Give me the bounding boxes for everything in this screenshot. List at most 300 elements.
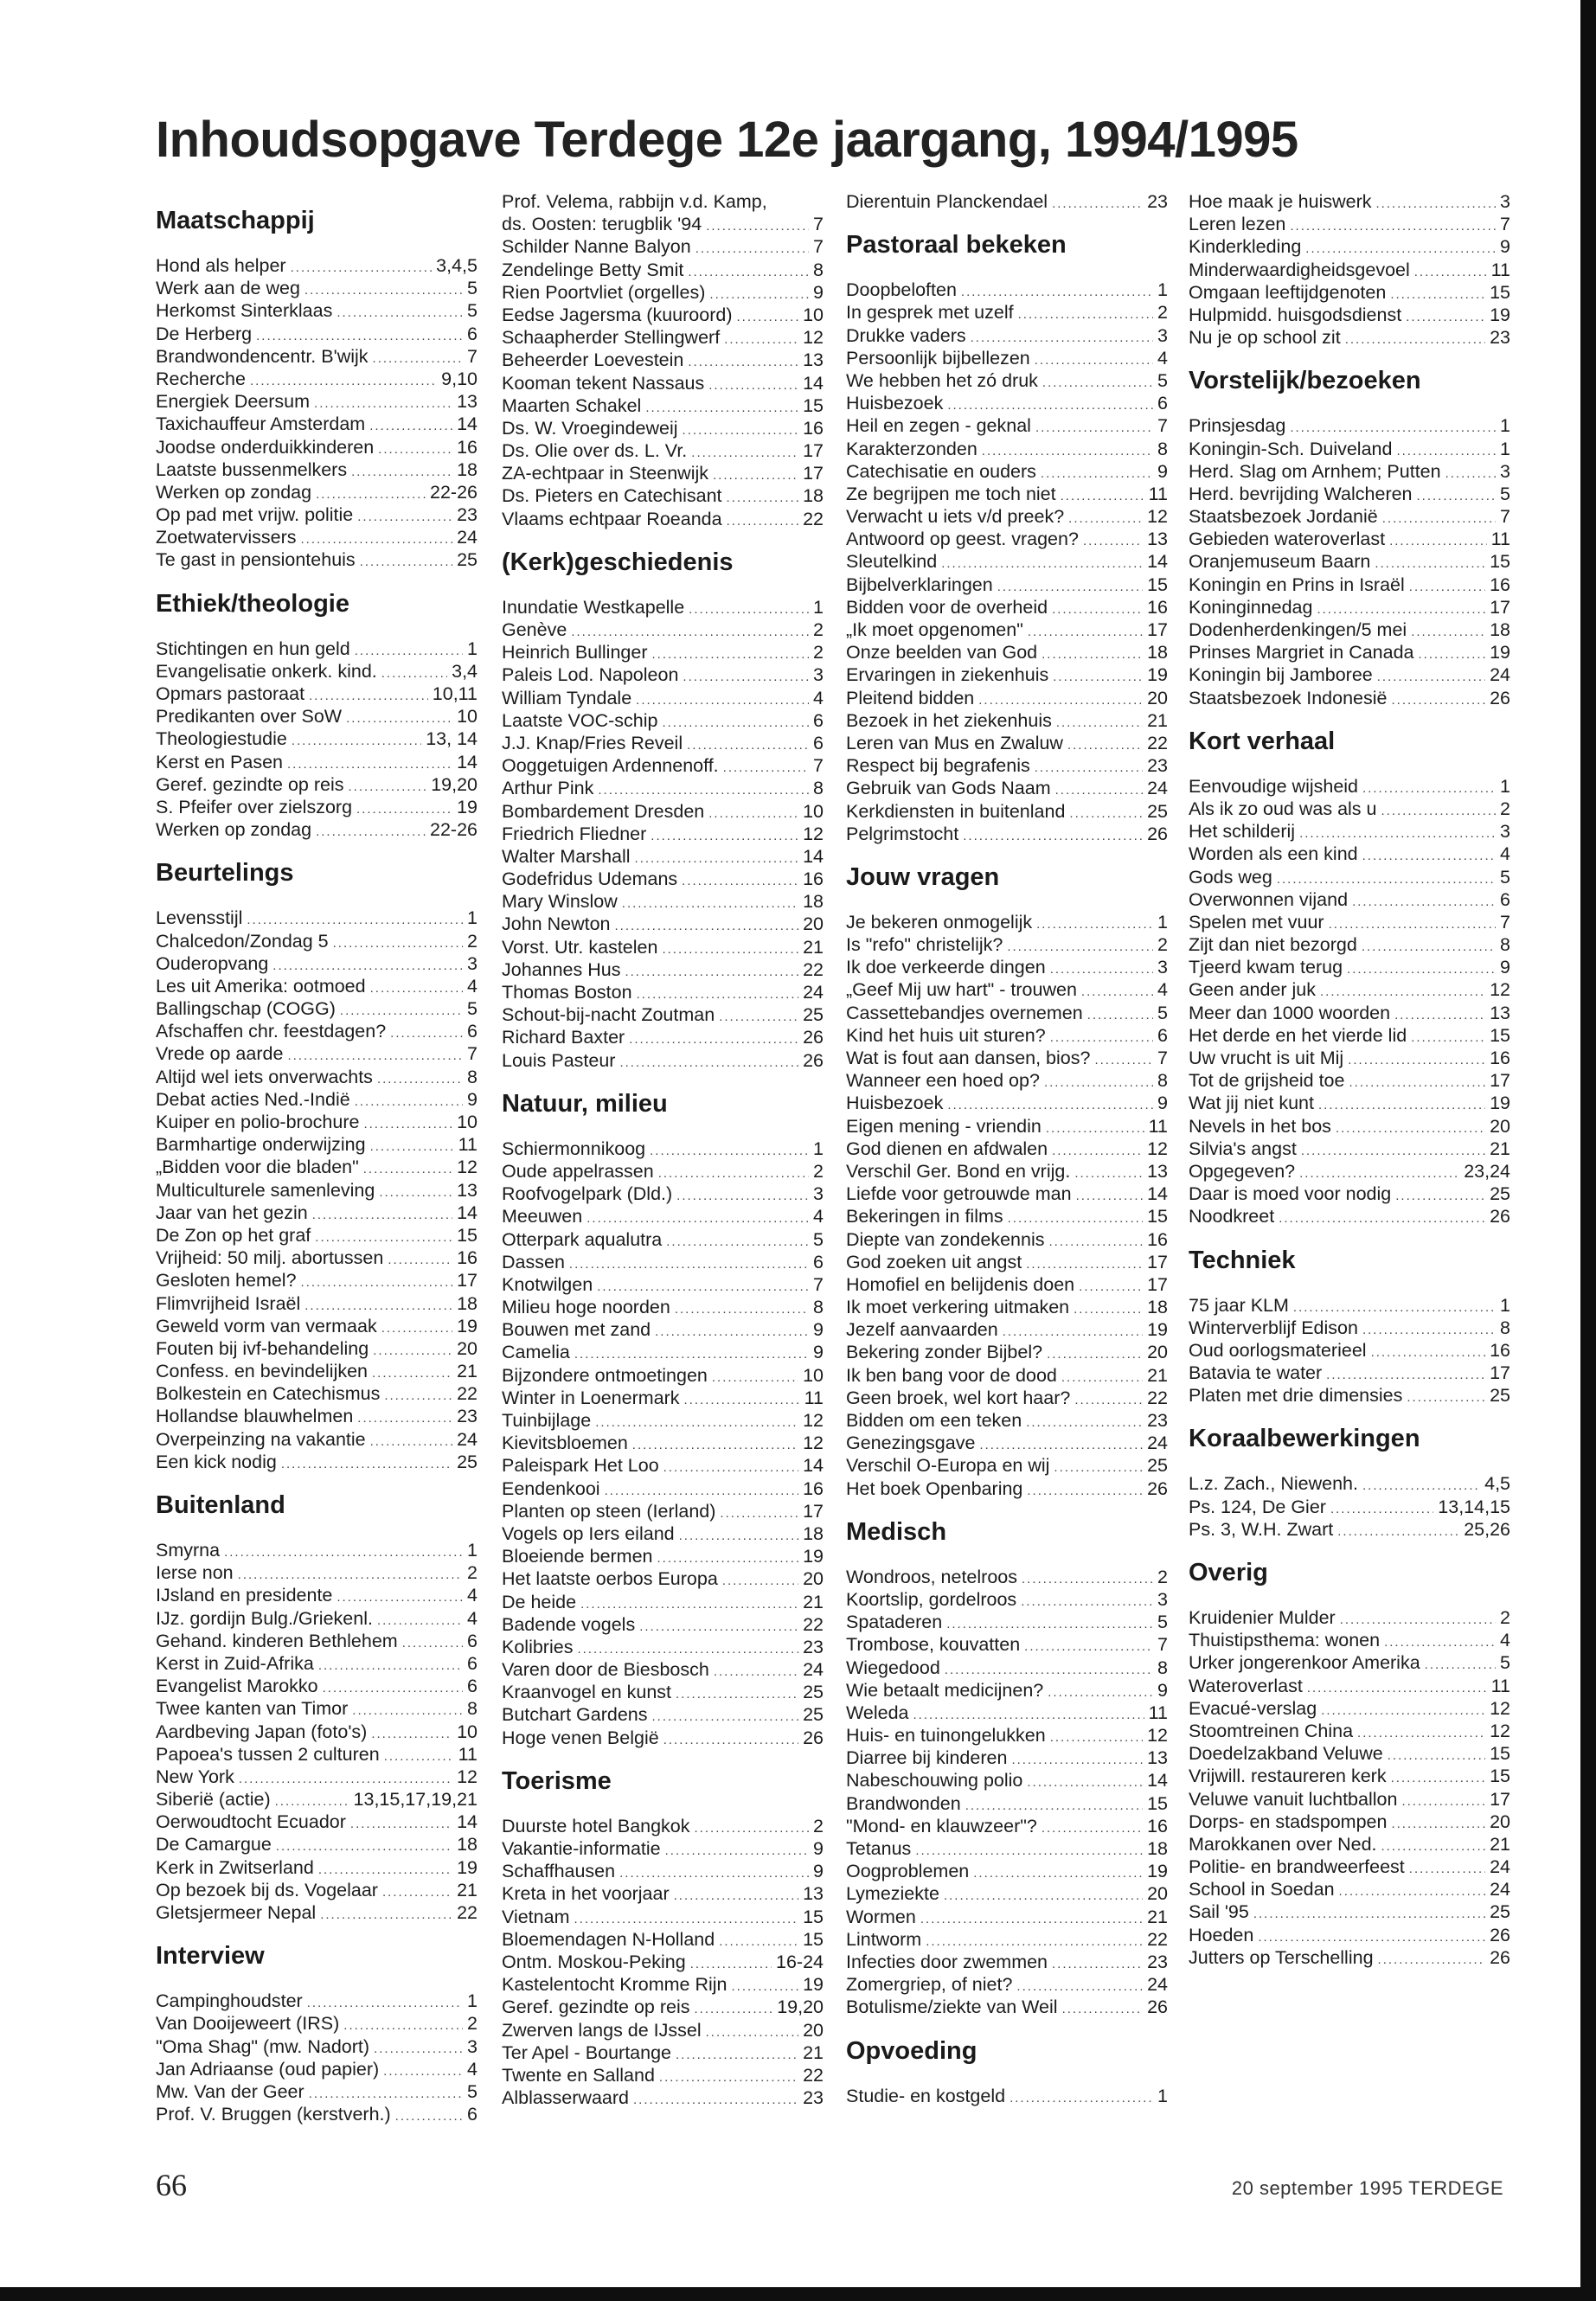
- dot-leader: [574, 1908, 798, 1928]
- toc-entry: [846, 1588, 1168, 1611]
- toc-entry: [502, 326, 824, 349]
- entry-page-number: 14: [803, 1455, 824, 1477]
- toc-entry: [156, 1202, 478, 1224]
- dot-leader: [1411, 1027, 1485, 1047]
- dot-leader: [997, 576, 1143, 596]
- toc-entry: [1189, 1856, 1510, 1878]
- toc-entry: [502, 1906, 824, 1928]
- toc-entry: [502, 1636, 824, 1658]
- entry-title: Twee kanten van Timor: [156, 1698, 349, 1720]
- toc-entry: [846, 414, 1168, 437]
- toc-entry: [502, 1522, 824, 1545]
- dot-leader: [1347, 958, 1496, 978]
- toc-entry: [846, 1115, 1168, 1138]
- toc-entry: [846, 550, 1168, 573]
- toc-entry: [846, 483, 1168, 505]
- entry-title: Oude appelrassen: [502, 1160, 654, 1182]
- dot-leader: [1026, 1412, 1143, 1432]
- entry-title: Leren lezen: [1189, 214, 1286, 235]
- entry-page-number: 5: [1157, 1002, 1168, 1023]
- toc-section: [1189, 1424, 1510, 1541]
- entry-title: Bloeiende bermen: [502, 1546, 653, 1567]
- entry-page-number: 9: [1500, 236, 1510, 258]
- entry-page-number: 18: [1147, 642, 1168, 663]
- dot-leader: [633, 2089, 798, 2109]
- entry-title: Duurste hotel Bangkok: [502, 1815, 690, 1836]
- toc-entry: [502, 2019, 824, 2041]
- entry-title: Kinderkleding: [1189, 236, 1302, 258]
- entry-page-number: 5: [1157, 1612, 1168, 1633]
- toc-entry: [502, 1409, 824, 1432]
- entry-page-number: 25,26: [1464, 1518, 1510, 1540]
- entry-page-number: 12: [1147, 1725, 1168, 1747]
- dot-leader: [645, 397, 798, 417]
- entry-page-number: 11: [458, 1743, 478, 1765]
- entry-title: Tot de grijsheid toe: [1189, 1070, 1345, 1092]
- entry-page-number: 13: [803, 349, 824, 371]
- dot-leader: [1050, 1027, 1153, 1047]
- dot-leader: [1407, 1387, 1485, 1407]
- dot-leader: [657, 1548, 799, 1567]
- entry-page-number: 16: [1147, 1815, 1168, 1836]
- dot-leader: [1061, 485, 1144, 505]
- toc-entry: [156, 1451, 478, 1473]
- entry-title: Alblasserwaard: [502, 2087, 629, 2109]
- dot-leader: [377, 1610, 463, 1630]
- entry-page-number: 13: [457, 1179, 478, 1201]
- toc-entry: [502, 1251, 824, 1273]
- toc-entry: [502, 709, 824, 732]
- entry-title: Marokkanen over Ned.: [1189, 1833, 1377, 1855]
- entry-title: Koninginnedag: [1189, 596, 1313, 618]
- entry-page-number: 15: [1490, 1743, 1510, 1765]
- dot-leader: [652, 644, 810, 663]
- toc-entry: [502, 259, 824, 281]
- entry-title: Ik moet verkering uitmaken: [846, 1297, 1070, 1318]
- entry-title: Antwoord op geest. vragen?: [846, 529, 1079, 550]
- dot-leader: [712, 1367, 798, 1387]
- entry-page-number: 4: [467, 2058, 478, 2080]
- toc-entry: [1189, 1092, 1510, 1114]
- entry-page-number: 6: [467, 1021, 478, 1042]
- entry-page-number: 12: [1147, 506, 1168, 528]
- entry-page-number: 17: [1490, 1070, 1510, 1092]
- entry-title: Rien Poortvliet (orgelles): [502, 281, 706, 303]
- entry-title: Eigen mening - vriendin: [846, 1115, 1042, 1137]
- toc-entry: [846, 574, 1168, 596]
- dot-leader: [316, 821, 426, 841]
- toc-entry: [156, 299, 478, 322]
- toc-entry: [156, 481, 478, 503]
- entry-title: Laatste bussenmelkers: [156, 458, 348, 480]
- toc-entry: [846, 709, 1168, 732]
- toc-entry: [502, 663, 824, 686]
- toc-entry: [156, 323, 478, 345]
- dot-leader: [304, 279, 463, 299]
- entry-page-number: 3: [1500, 191, 1510, 212]
- entry-page-number: 13,14,15: [1438, 1496, 1510, 1517]
- entry-title: Multiculturele samenleving: [156, 1179, 375, 1201]
- toc-entry: [156, 1428, 478, 1451]
- entry-page-number: 2: [1157, 934, 1168, 956]
- toc-entry: [846, 663, 1168, 686]
- dot-leader: [1326, 1364, 1485, 1384]
- entry-title: Dassen: [502, 1251, 565, 1272]
- toc-entry: [502, 913, 824, 935]
- entry-page-number: 6: [467, 1652, 478, 1674]
- entry-title: Wiegedood: [846, 1657, 940, 1678]
- dot-leader: [281, 1453, 452, 1473]
- dot-leader: [1052, 1140, 1143, 1160]
- entry-page-number: 4: [813, 687, 824, 708]
- toc-section: [156, 858, 478, 1473]
- entry-title: Als ik zo oud was als u: [1189, 798, 1377, 819]
- toc-entry: [156, 1630, 478, 1652]
- toc-entry: [846, 1296, 1168, 1318]
- dot-leader: [1409, 1858, 1485, 1878]
- entry-title: William Tyndale: [502, 687, 632, 708]
- toc-entry: [1189, 1720, 1510, 1742]
- dot-leader: [314, 393, 452, 413]
- entry-title: In gesprek met uzelf: [846, 302, 1014, 324]
- toc-entry: [1189, 775, 1510, 798]
- toc-entry: [502, 190, 824, 213]
- dot-leader: [1388, 1745, 1485, 1765]
- dot-leader: [1047, 1343, 1143, 1363]
- dot-leader: [272, 955, 463, 975]
- toc-section: [846, 862, 1168, 1500]
- entry-title: Oranjemuseum Baarn: [1189, 551, 1371, 573]
- entry-page-number: 14: [803, 372, 824, 394]
- entry-title: Prinses Margriet in Canada: [1189, 642, 1414, 663]
- dot-leader: [978, 689, 1143, 709]
- dot-leader: [1362, 1475, 1480, 1495]
- toc-entry: [1189, 619, 1510, 641]
- toc-entry: [1189, 259, 1510, 281]
- toc-section: [1189, 1558, 1510, 1969]
- toc-section: [846, 1517, 1168, 2019]
- entry-page-number: 4: [467, 975, 478, 997]
- entry-title: Recherche: [156, 368, 246, 389]
- entry-title: Oerwoudtocht Ecuador: [156, 1811, 346, 1833]
- dot-leader: [605, 1480, 799, 1500]
- toc-entry: [156, 2035, 478, 2058]
- dot-leader: [651, 825, 798, 845]
- entry-title: Bekering zonder Bijbel?: [846, 1342, 1043, 1363]
- dot-leader: [1028, 621, 1143, 641]
- entry-title: Flimvrijheid Israël: [156, 1292, 301, 1314]
- entry-page-number: 12: [803, 327, 824, 349]
- entry-page-number: 15: [1147, 574, 1168, 595]
- entry-title: Wateroverlast: [1189, 1675, 1303, 1696]
- entry-title: Werken op zondag: [156, 819, 312, 841]
- entry-title: Johannes Hus: [502, 958, 621, 980]
- entry-page-number: 14: [457, 413, 478, 435]
- toc-entry: [502, 1882, 824, 1905]
- entry-title: Schilder Nanne Balyon: [502, 236, 691, 258]
- entry-page-number: 13: [803, 1883, 824, 1905]
- toc-entry: [1189, 1878, 1510, 1900]
- entry-page-number: 26: [803, 1727, 824, 1748]
- entry-page-number: 4: [467, 1585, 478, 1606]
- toc-entry: [502, 1727, 824, 1749]
- entry-page-number: 10: [457, 1112, 478, 1132]
- entry-title: Genève: [502, 619, 567, 640]
- entry-title: Ooggetuigen Ardennenoff.: [502, 755, 719, 777]
- entry-title: „Ik moet opgenomen": [846, 619, 1023, 640]
- entry-title: Vlaams echtpaar Roeanda: [502, 508, 722, 529]
- entry-page-number: 20: [803, 2019, 824, 2041]
- entry-title: Levensstijl: [156, 907, 243, 929]
- dot-leader: [1345, 329, 1485, 349]
- entry-page-number: 3: [813, 664, 824, 686]
- section-heading: (Kerk)geschiedenis: [502, 548, 734, 576]
- toc-entry: [502, 484, 824, 507]
- dot-leader: [1425, 1654, 1496, 1674]
- entry-title: Bloemendagen N-Holland: [502, 1928, 715, 1950]
- entry-title: Fouten bij ivf-behandeling: [156, 1337, 369, 1359]
- toc-entry: [1189, 414, 1510, 437]
- toc-entry: [502, 1545, 824, 1567]
- entry-title: Staatsbezoek Indonesië: [1189, 687, 1388, 708]
- entry-title: Stoomtreinen China: [1189, 1720, 1354, 1741]
- dot-leader: [722, 1570, 798, 1590]
- entry-page-number: 11: [1490, 529, 1510, 550]
- toc-entry: [156, 390, 478, 413]
- entry-page-number: 21: [1490, 1833, 1510, 1855]
- entry-page-number: 10: [803, 800, 824, 822]
- entry-page-number: 7: [1157, 415, 1168, 437]
- entry-page-number: 1: [467, 907, 478, 929]
- entry-page-number: 16: [803, 868, 824, 890]
- entry-title: Van Dooijeweert (IRS): [156, 2013, 340, 2035]
- dot-leader: [357, 1407, 452, 1427]
- entry-page-number: 26: [1490, 1924, 1510, 1945]
- toc-entry: [502, 1228, 824, 1251]
- toc-column-3: [846, 190, 1168, 2107]
- toc-entry: [502, 462, 824, 484]
- dot-leader: [250, 370, 437, 390]
- entry-title: Leren van Mus en Zwaluw: [846, 732, 1063, 753]
- dot-leader: [1035, 349, 1153, 369]
- entry-page-number: 24: [1490, 1879, 1510, 1900]
- entry-title: Mw. Van der Geer: [156, 2080, 304, 2102]
- entry-page-number: 3: [1500, 821, 1510, 843]
- entry-title: De Camargue: [156, 1834, 272, 1856]
- toc-entry: [846, 1906, 1168, 1928]
- entry-page-number: 4,5: [1484, 1473, 1510, 1495]
- dot-leader: [598, 779, 809, 799]
- entry-page-number: 11: [1490, 259, 1510, 280]
- toc-entry: [156, 1292, 478, 1315]
- toc-entry: [846, 1341, 1168, 1363]
- entry-title: „Geef Mij uw hart" - trouwen: [846, 979, 1077, 1001]
- dot-leader: [688, 261, 809, 281]
- entry-page-number: 5: [1500, 483, 1510, 504]
- toc-entry: [1189, 1811, 1510, 1833]
- entry-title: Huisbezoek: [846, 393, 944, 414]
- entry-title: Is "refo" christelijk?: [846, 934, 1003, 956]
- entry-page-number: 19: [1147, 1861, 1168, 1882]
- toc-entry: [1189, 911, 1510, 933]
- toc-entry: [156, 683, 478, 705]
- toc-entry: [1189, 1205, 1510, 1227]
- toc-entry: [1189, 213, 1510, 235]
- dot-leader: [709, 284, 809, 304]
- dot-leader: [1003, 1321, 1143, 1341]
- toc-entry: [502, 394, 824, 417]
- toc-entry: [156, 503, 478, 526]
- dot-leader: [662, 712, 809, 732]
- entry-title: Botulisme/ziekte van Weil: [846, 1997, 1058, 2018]
- entry-page-number: 15: [803, 1906, 824, 1927]
- dot-leader: [1024, 1636, 1153, 1656]
- dot-leader: [615, 915, 799, 935]
- entry-page-number: 7: [1157, 1048, 1168, 1068]
- entry-title: Lintworm: [846, 1928, 922, 1950]
- toc-entry: [846, 1002, 1168, 1024]
- entry-page-number: 19: [1490, 1093, 1510, 1114]
- dot-leader: [679, 1525, 798, 1545]
- entry-page-number: 9: [1500, 957, 1510, 978]
- entry-page-number: 3: [1500, 460, 1510, 482]
- entry-title: Richard Baxter: [502, 1027, 625, 1048]
- entry-title: Wondroos, netelroos: [846, 1566, 1017, 1587]
- entry-page-number: 7: [467, 1043, 478, 1065]
- entry-page-number: 6: [1157, 1024, 1168, 1046]
- entry-title: God zoeken uit angst: [846, 1251, 1022, 1272]
- dot-leader: [1048, 1682, 1153, 1702]
- entry-title: Vrede op aarde: [156, 1043, 284, 1065]
- entry-title: Ballingschap (COGG): [156, 998, 336, 1020]
- toc-entry: [846, 347, 1168, 369]
- dot-leader: [1061, 1367, 1143, 1387]
- toc-entry: [156, 907, 478, 929]
- entry-title: Schout-bij-nacht Zoutman: [502, 1004, 715, 1026]
- dot-leader: [708, 803, 798, 823]
- dot-leader: [655, 1321, 809, 1341]
- toc-entry: [156, 1315, 478, 1337]
- entry-title: Zomergriep, of niet?: [846, 1974, 1013, 1996]
- section-heading: Natuur, milieu: [502, 1089, 668, 1118]
- dot-leader: [965, 1795, 1143, 1815]
- entry-title: Opmars pastoraat: [156, 683, 305, 704]
- entry-page-number: 17: [1147, 1251, 1168, 1272]
- entry-page-number: 13: [1147, 1160, 1168, 1182]
- entry-title: We hebben het zó druk: [846, 369, 1038, 391]
- toc-entry: [502, 1951, 824, 1973]
- toc-entry: [502, 1454, 824, 1477]
- toc-entry: [1189, 798, 1510, 820]
- toc-entry: [1189, 888, 1510, 911]
- toc-entry: [502, 777, 824, 799]
- dot-leader: [381, 663, 447, 683]
- dot-leader: [577, 1638, 798, 1658]
- dot-leader: [732, 1976, 799, 1996]
- entry-title: Wie betaalt medicijnen?: [846, 1679, 1044, 1701]
- entry-page-number: 8: [467, 1698, 478, 1720]
- entry-page-number: 8: [1157, 1657, 1168, 1678]
- entry-page-number: 12: [457, 1766, 478, 1787]
- toc-entry: [846, 438, 1168, 460]
- entry-page-number: 18: [1490, 619, 1510, 640]
- dot-leader: [1357, 1722, 1485, 1742]
- dot-leader: [1022, 1568, 1153, 1588]
- entry-title: Godefridus Udemans: [502, 868, 678, 890]
- dot-leader: [1336, 1118, 1485, 1138]
- entry-title: Arthur Pink: [502, 778, 594, 799]
- entry-page-number: 12: [1490, 1697, 1510, 1719]
- toc-entry: [846, 1228, 1168, 1251]
- dot-leader: [1068, 508, 1143, 528]
- dot-leader: [1021, 1591, 1153, 1611]
- toc-entry: [502, 890, 824, 913]
- entry-title: Vietnam: [502, 1906, 570, 1927]
- toc-entry: [1189, 460, 1510, 483]
- entry-title: Huisbezoek: [846, 1093, 944, 1114]
- toc-entry: [156, 1561, 478, 1584]
- toc-entry: [846, 1273, 1168, 1296]
- entry-page-number: 25: [1490, 1385, 1510, 1407]
- toc-entry: [1189, 574, 1510, 596]
- entry-page-number: 9: [467, 1088, 478, 1110]
- section-heading: Koraalbewerkingen: [1189, 1425, 1420, 1453]
- entry-title: Koningin-Sch. Duiveland: [1189, 438, 1393, 459]
- section-heading: Vorstelijk/bezoeken: [1189, 367, 1421, 395]
- dot-leader: [239, 1768, 452, 1788]
- entry-page-number: 20: [457, 1337, 478, 1359]
- entry-title: IJsland en presidente: [156, 1585, 333, 1606]
- entry-page-number: 5: [467, 278, 478, 299]
- entry-page-number: 14: [1147, 1183, 1168, 1205]
- entry-page-number: 25: [1490, 1183, 1510, 1205]
- entry-title: Evangelisatie onkerk. kind.: [156, 660, 377, 682]
- toc-entry: [156, 1879, 478, 1901]
- toc-column-1: [156, 190, 478, 2125]
- entry-page-number: 18: [457, 1292, 478, 1314]
- dot-leader: [720, 1503, 798, 1522]
- entry-page-number: 11: [458, 1134, 478, 1156]
- dot-leader: [1340, 1609, 1496, 1629]
- dot-leader: [1390, 284, 1485, 304]
- entry-title: Studie- en kostgeld: [846, 2085, 1006, 2106]
- entry-page-number: 26: [1147, 823, 1168, 844]
- dot-leader: [1054, 1457, 1143, 1477]
- entry-title: Sleutelkind: [846, 551, 938, 573]
- dot-leader: [676, 1185, 809, 1205]
- toc-entry: [156, 345, 478, 368]
- entry-title: Les uit Amerika: ootmoed: [156, 975, 366, 997]
- entry-page-number: 9: [813, 281, 824, 303]
- entry-page-number: 16: [1490, 1339, 1510, 1361]
- dot-leader: [1377, 666, 1485, 686]
- entry-title: Campinghoudster: [156, 1990, 303, 2012]
- toc-entry: [1189, 528, 1510, 550]
- entry-page-number: 14: [1147, 1770, 1168, 1791]
- dot-leader: [666, 1231, 809, 1251]
- entry-title: Omgaan leeftijdgenoten: [1189, 281, 1387, 303]
- entry-page-number: 5: [1157, 369, 1168, 391]
- dot-leader: [349, 776, 427, 796]
- entry-page-number: 22: [1147, 732, 1168, 753]
- toc-entry: [156, 2058, 478, 2080]
- dot-leader: [650, 1140, 809, 1160]
- dot-leader: [1067, 734, 1143, 754]
- dot-leader: [622, 893, 798, 913]
- entry-page-number: 3,4,5: [436, 255, 478, 276]
- entry-title: Planten op steen (Ierland): [502, 1500, 716, 1522]
- toc-entry: [1189, 190, 1510, 213]
